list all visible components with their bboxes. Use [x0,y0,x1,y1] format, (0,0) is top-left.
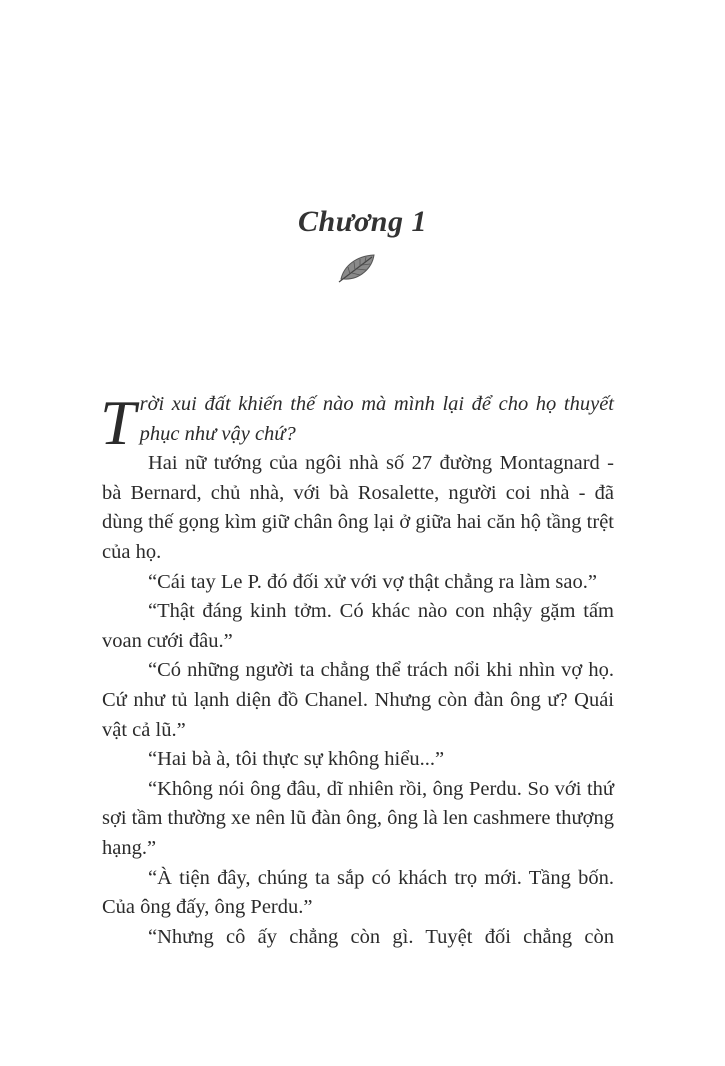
first-paragraph [100,387,614,458]
paragraph: “Hai bà à, tôi thực sự không hiểu...” [148,748,445,771]
paragraph: “Nhưng cô ấy chẳng còn gì. Tuyệt đối chẳng còn [148,925,614,948]
paragraph: Hai nữ tướng của ngôi nhà số 27 đường Montagnard - bà Bernard, chủ nhà, với bà Rosalette, người coi nhà - đã dùng thế gọng kìm giữ chân ông lại ở giữa hai căn hộ tầng trệt của họ. [102,452,614,563]
paragraph: “Thật đáng kinh tởm. Có khác nào con nhậy gặm tấm voan cưới đâu.” [102,600,614,652]
paragraph: “Có những người ta chẳng thể trách nổi khi nhìn vợ họ. Cứ như tủ lạnh diện đồ Chanel. Nhưng còn đàn ông ư? Quái vật cả lũ.” [102,659,614,741]
drop-cap: T [100,387,136,458]
body-text [100,387,614,952]
chapter-title: Chương 1 [298,205,427,238]
paragraph: “À tiện đây, chúng ta sắp có khách trọ mới. Tầng bốn. Của ông đấy, ông Perdu.” [102,866,614,919]
paragraph: “Không nói ông đâu, dĩ nhiên rồi, ông Perdu. So với thứ sợi tầm thường xe nên lũ đàn ông, ông là len cashmere thượng hạng.” [102,777,614,859]
paragraph: “Cái tay Le P. đó đối xử với vợ thật chẳng ra làm sao.” [148,570,597,593]
first-paragraph-text: rời xui đất khiến thế nào mà mình lại để cho họ thuyết phục như vậy chứ? [139,393,614,445]
leaf-icon [338,252,378,284]
